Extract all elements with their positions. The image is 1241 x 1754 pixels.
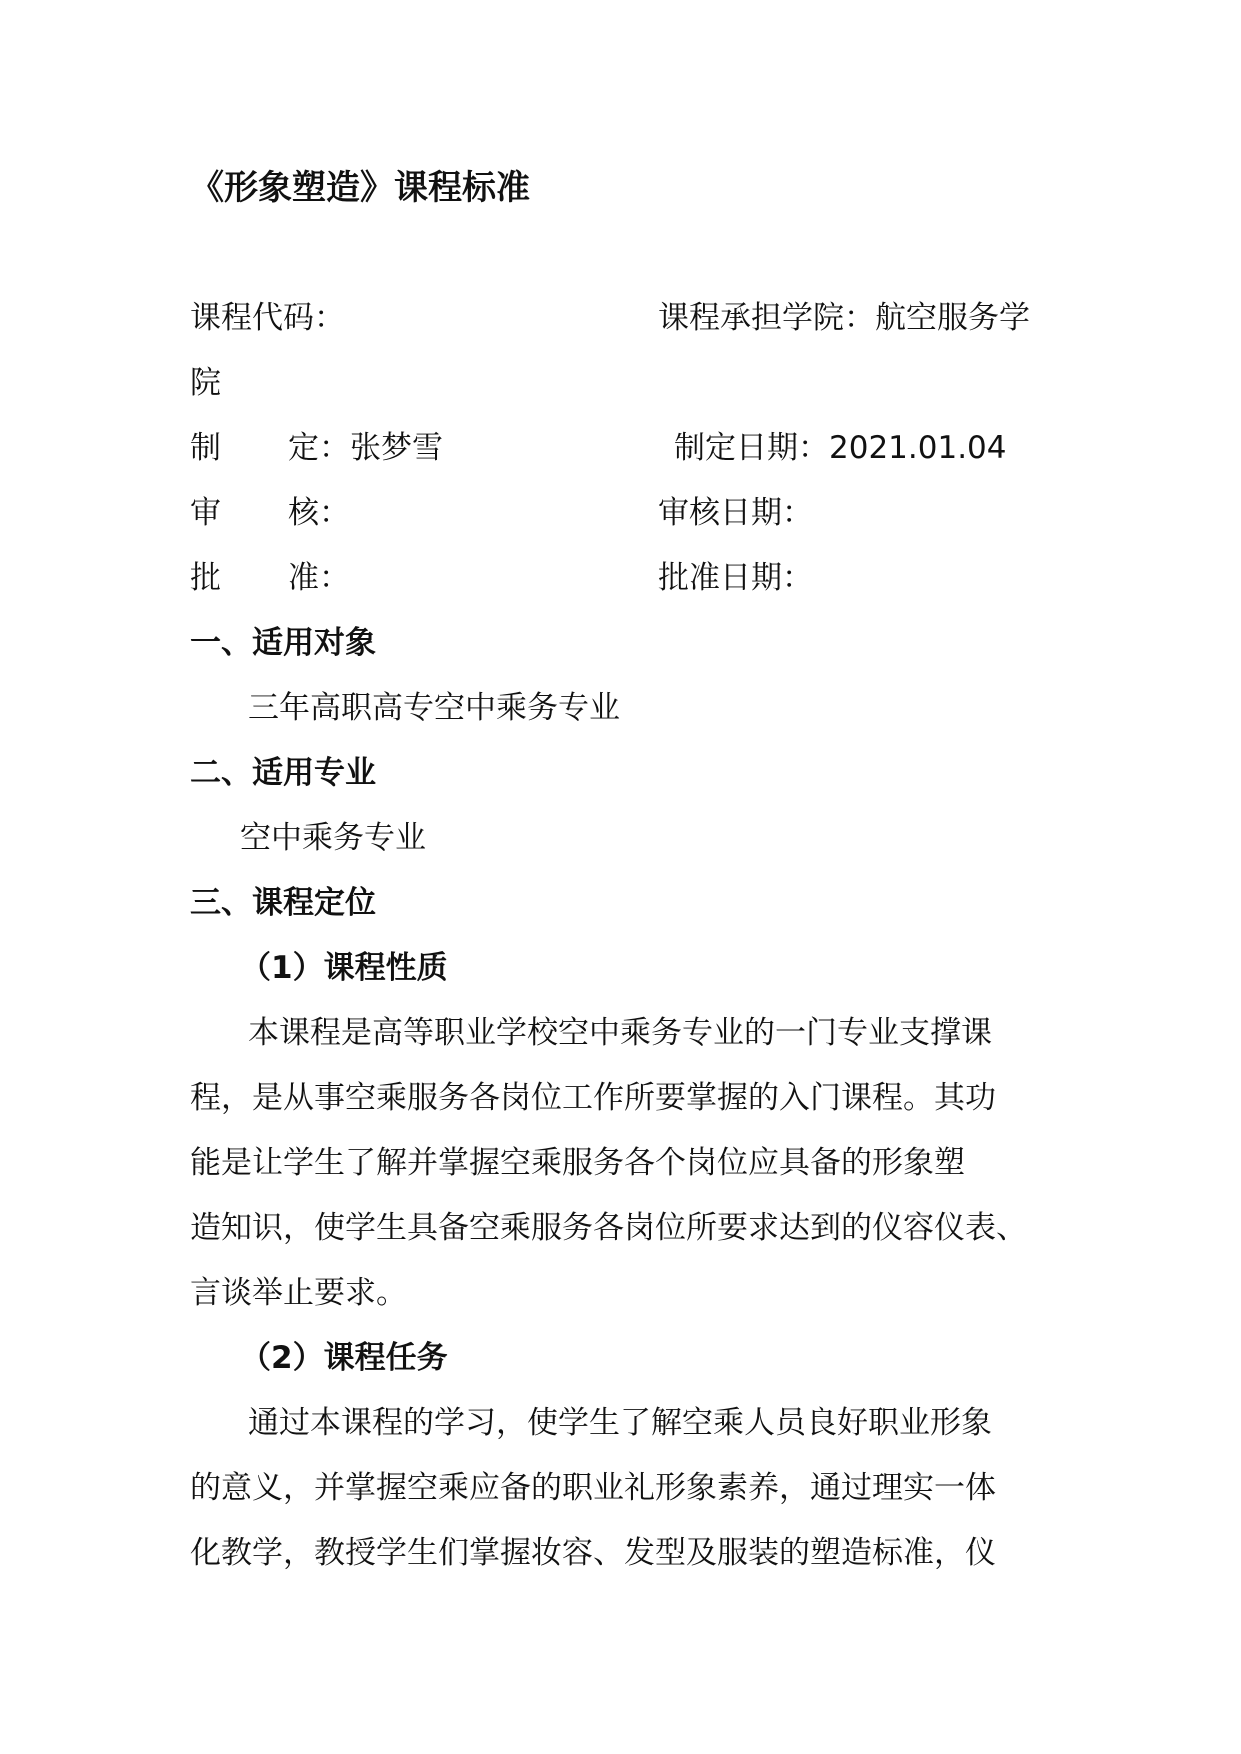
- paragraph-line: 本课程是高等职业学校空中乘务专业的一门专业支撑课: [248, 1015, 992, 1051]
- document-title: 《形象塑造》课程标准: [190, 168, 530, 208]
- drafter-row: [190, 428, 443, 468]
- paragraph-line: 的意义，并掌握空乘应备的职业礼形象素养，通过理实一体: [190, 1470, 996, 1506]
- college-value-wrap: 院: [190, 365, 221, 401]
- paragraph-line: 造知识，使学生具备空乘服务各岗位所要求达到的仪容仪表、: [190, 1210, 1027, 1246]
- approver-row: [190, 558, 350, 598]
- approver-label-char2: 准：: [288, 560, 350, 596]
- reviewer-label-char2: 核：: [288, 495, 350, 531]
- approve-date-row: [658, 558, 813, 598]
- subsection-2-heading: （2）课程任务: [240, 1340, 448, 1376]
- approver-label-char1: 批: [190, 560, 221, 596]
- drafter-value: 张梦雪: [350, 430, 443, 466]
- paragraph-line: 言谈举止要求。: [190, 1275, 407, 1311]
- section-3-heading: 三、课程定位: [190, 885, 376, 921]
- drafter-label-char2: 定：: [288, 430, 350, 466]
- college-label: 课程承担学院：: [658, 300, 875, 336]
- draft-date-value: 2021.01.04: [829, 430, 1007, 466]
- paragraph-line: 化教学，教授学生们掌握妆容、发型及服装的塑造标准，仪: [190, 1535, 996, 1571]
- approve-date-label: 批准日期：: [658, 560, 813, 596]
- paragraph-line: 程，是从事空乘服务各岗位工作所要掌握的入门课程。其功: [190, 1080, 996, 1116]
- section-1-heading: 一、适用对象: [190, 625, 376, 661]
- section-2-heading: 二、适用专业: [190, 755, 376, 791]
- reviewer-label-char1: 审: [190, 495, 221, 531]
- section-2-body: 空中乘务专业: [240, 820, 426, 856]
- section-1-body: 三年高职高专空中乘务专业: [248, 690, 620, 726]
- drafter-label-char1: 制: [190, 430, 221, 466]
- reviewer-row: [190, 493, 350, 533]
- subsection-1-heading: （1）课程性质: [240, 950, 448, 986]
- draft-date-label: 制定日期：: [674, 430, 829, 466]
- course-code-label: 课程代码：: [190, 300, 345, 336]
- review-date-label: 审核日期：: [658, 495, 813, 531]
- draft-date-row: [674, 428, 1007, 468]
- college-row: [658, 298, 1030, 338]
- paragraph-line: 能是让学生了解并掌握空乘服务各个岗位应具备的形象塑: [190, 1145, 965, 1181]
- college-value: 航空服务学: [875, 300, 1030, 336]
- paragraph-line: 通过本课程的学习，使学生了解空乘人员良好职业形象: [248, 1405, 992, 1441]
- review-date-row: [658, 493, 813, 533]
